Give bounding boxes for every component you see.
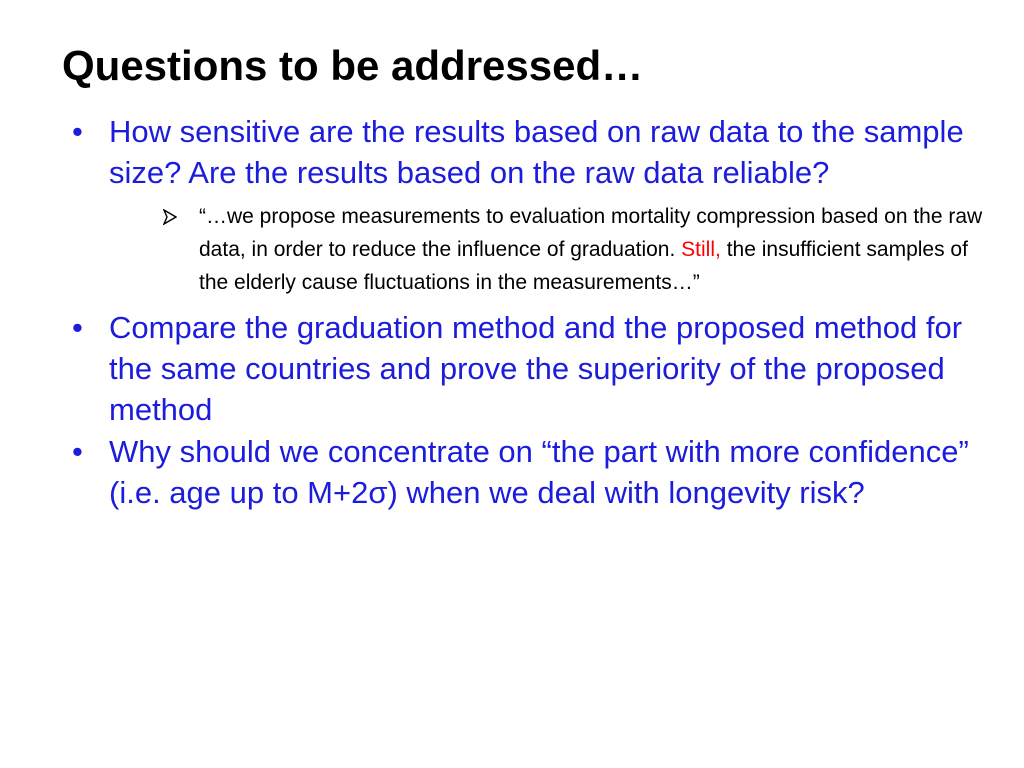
bullet-item-longevity bbox=[72, 431, 984, 513]
bullet-text: How sensitive are the results based on raw data to the sample size? Are the results based on the raw data reliable? bbox=[109, 114, 964, 190]
quote-text-before: “…we propose measurements to evaluation mortality compression based on the raw data, in order to reduce the influence of graduation. bbox=[199, 205, 983, 261]
bullet-dot-icon: • bbox=[72, 434, 83, 469]
bullet-text: Compare the graduation method and the proposed method for the same countries and prove the superiority of the proposed method bbox=[109, 310, 963, 427]
quote-highlight: Still, bbox=[681, 238, 721, 261]
sub-bullet-quote bbox=[162, 200, 984, 299]
bullet-list bbox=[72, 111, 984, 513]
arrowhead-bullet-icon bbox=[162, 200, 186, 233]
bullet-dot-icon: • bbox=[72, 310, 83, 345]
bullet-text: Why should we concentrate on “the part with more confidence” (i.e. age up to M+2σ) when we deal with longevity risk? bbox=[109, 434, 969, 510]
sub-bullet-list bbox=[109, 200, 984, 299]
bullet-item-sensitivity bbox=[72, 111, 984, 299]
bullet-item-compare bbox=[72, 307, 984, 430]
quote-text-after: the insufficient samples of the elderly cause fluctuations in the measurements…” bbox=[199, 238, 968, 294]
bullet-dot-icon: • bbox=[72, 114, 83, 149]
slide-title: Questions to be addressed… bbox=[62, 42, 644, 89]
